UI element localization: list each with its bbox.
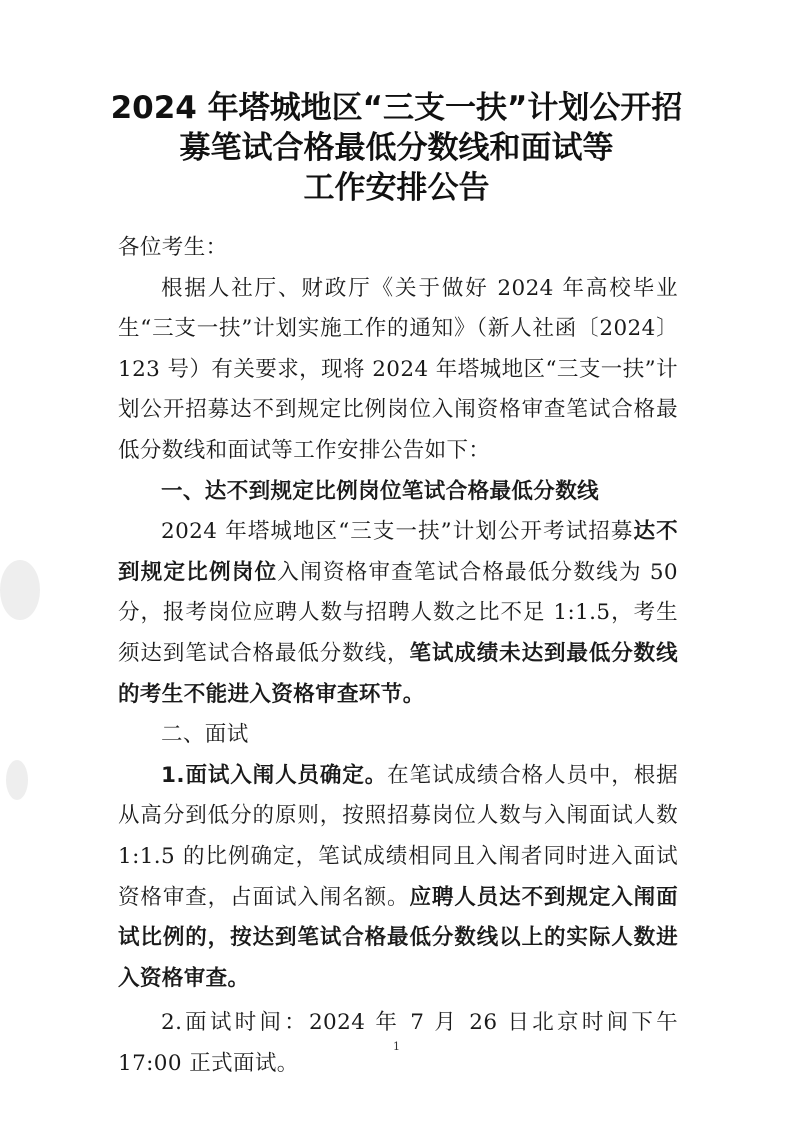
title-line-1: 2024 年塔城地区“三支一扶”计划公开招 bbox=[110, 90, 683, 126]
title-line-2: 募笔试合格最低分数线和面试等 bbox=[179, 130, 614, 166]
section-1-bold-a: 达不到规定比例岗位 bbox=[118, 519, 678, 585]
section-1-heading: 一、达不到规定比例岗位笔试合格最低分数线 bbox=[161, 478, 600, 504]
item-1-title: 1.面试入闱人员确定。 bbox=[161, 762, 388, 788]
scan-smudge bbox=[6, 760, 28, 800]
section-1-bold-b: 笔试成绩未达到最低分数线的考生不能进入资格审查环节。 bbox=[118, 640, 678, 707]
item-1-text: 在笔试成绩合格人员中，根据从高分到低分的原则，按照招募岗位人数与入闱面试人数 1:1.5 的比例确定，笔试成绩相同且入闱者同时进入面试资格审查，占面试入闱名额。 bbox=[118, 762, 679, 910]
intro-paragraph: 根据人社厅、财政厅《关于做好 2024 年高校毕业生“三支一扶”计划实施工作的通知》（新人社函〔2024〕123 号）有关要求，现将 2024 年塔城地区“三支一扶”计划公开招募达不到规定比例岗位入闱资格审查笔试合格最低分数线和面试等工作安排公告如下： bbox=[118, 275, 678, 463]
page-number: 1 bbox=[393, 1040, 400, 1053]
section-1-text-b: 入闱资格审查笔试合格最低分数线为 50 分，报考岗位应聘人数与招聘人数之比不足 1:1.5，考生须达到笔试合格最低分数线， bbox=[118, 559, 678, 666]
section-1-paragraph bbox=[118, 512, 678, 715]
section-2-item-2: 2.面试时间：2024 年 7 月 26 日北京时间下午 17:00 正式面试。 bbox=[118, 1010, 678, 1076]
scan-smudge bbox=[0, 560, 40, 620]
title-line-3: 工作安排公告 bbox=[303, 170, 490, 206]
document-title bbox=[90, 88, 703, 208]
document-body bbox=[118, 228, 678, 1084]
section-2-item-1 bbox=[118, 756, 678, 1000]
section-1-text-a: 2024 年塔城地区“三支一扶”计划公开考试招募 bbox=[161, 519, 634, 545]
section-2-heading: 二、面试 bbox=[161, 722, 249, 748]
salutation: 各位考生： bbox=[118, 235, 228, 260]
item-1-bold: 应聘人员达不到规定入闱面试比例的，按达到笔试合格最低分数线以上的实际人数进入资格审查。 bbox=[118, 884, 678, 991]
